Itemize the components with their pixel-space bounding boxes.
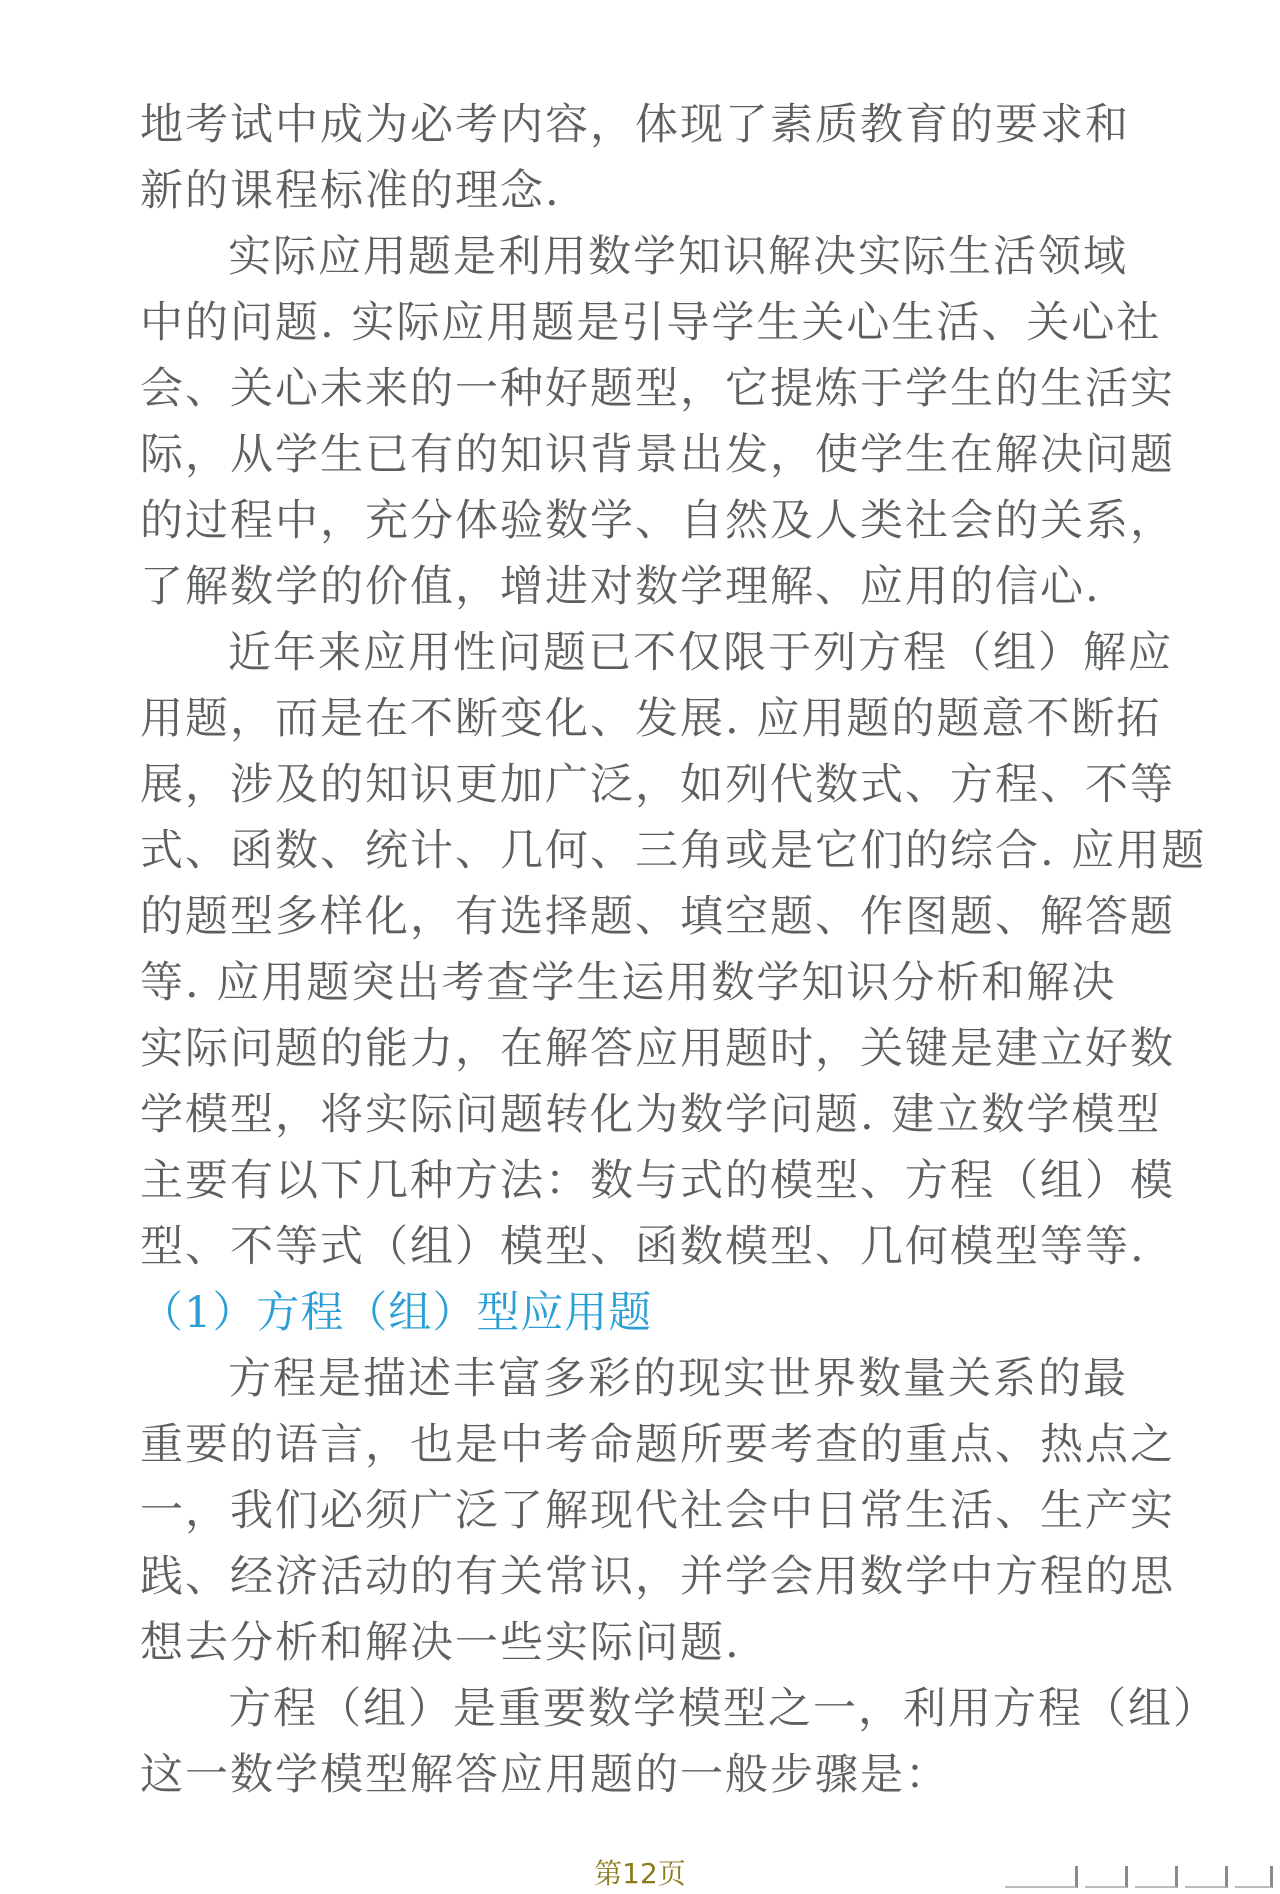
paragraph-line: 展，涉及的知识更加广泛，如列代数式、方程、不等 <box>140 760 1175 810</box>
paragraph-line: 式、函数、统计、几何、三角或是它们的综合. 应用题 <box>140 826 1207 876</box>
scroll-segment <box>1005 1866 1078 1888</box>
paragraph-line: 用题，而是在不断变化、发展. 应用题的题意不断拓 <box>140 694 1162 744</box>
paragraph-line: 的过程中，充分体验数学、自然及人类社会的关系， <box>140 496 1175 546</box>
paragraph-line: 主要有以下几种方法：数与式的模型、方程（组）模 <box>140 1156 1175 1206</box>
paragraph-line: 实际问题的能力，在解答应用题时，关键是建立好数 <box>140 1024 1175 1074</box>
paragraph-line: 际，从学生已有的知识背景出发，使学生在解决问题 <box>140 430 1175 480</box>
paragraph-line: 新的课程标准的理念. <box>140 166 561 216</box>
paragraph-line: 方程是描述丰富多彩的现实世界数量关系的最 <box>228 1354 1128 1404</box>
paragraph-line: 实际应用题是利用数学知识解决实际生活领域 <box>228 232 1128 282</box>
paragraph-line: 重要的语言，也是中考命题所要考查的重点、热点之 <box>140 1420 1175 1470</box>
section-heading: （1）方程（组）型应用题 <box>140 1288 653 1338</box>
paragraph-line: 践、经济活动的有关常识，并学会用数学中方程的思 <box>140 1552 1175 1602</box>
page-number-label: 第12页 <box>594 1857 686 1890</box>
paragraph-line: 的题型多样化，有选择题、填空题、作图题、解答题 <box>140 892 1175 942</box>
paragraph-line: 等. 应用题突出考查学生运用数学知识分析和解决 <box>140 958 1117 1008</box>
paragraph-line: 方程（组）是重要数学模型之一，利用方程（组） <box>228 1684 1218 1734</box>
scroll-segment <box>1085 1866 1128 1888</box>
paragraph-line: 型、不等式（组）模型、函数模型、几何模型等等. <box>140 1222 1146 1272</box>
document-page <box>140 92 1218 1808</box>
paragraph-line: 了解数学的价值，增进对数学理解、应用的信心. <box>140 562 1101 612</box>
paragraph-line: 一，我们必须广泛了解现代社会中日常生活、生产实 <box>140 1486 1175 1536</box>
paragraph-line: 地考试中成为必考内容，体现了素质教育的要求和 <box>140 100 1130 150</box>
paragraph-line: 会、关心未来的一种好题型，它提炼于学生的生活实 <box>140 364 1175 414</box>
paragraph-line: 这一数学模型解答应用题的一般步骤是： <box>140 1750 950 1800</box>
paragraph-line: 学模型，将实际问题转化为数学问题. 建立数学模型 <box>140 1090 1162 1140</box>
scroll-segment <box>1135 1866 1178 1888</box>
scroll-segment <box>1185 1866 1228 1888</box>
scroll-segment <box>1235 1866 1273 1888</box>
paragraph-line: 近年来应用性问题已不仅限于列方程（组）解应 <box>228 628 1173 678</box>
paragraph-line: 中的问题. 实际应用题是引导学生关心生活、关心社 <box>140 298 1162 348</box>
paragraph-line: 想去分析和解决一些实际问题. <box>140 1618 741 1668</box>
page-scroll-indicator[interactable] <box>1005 1866 1275 1890</box>
